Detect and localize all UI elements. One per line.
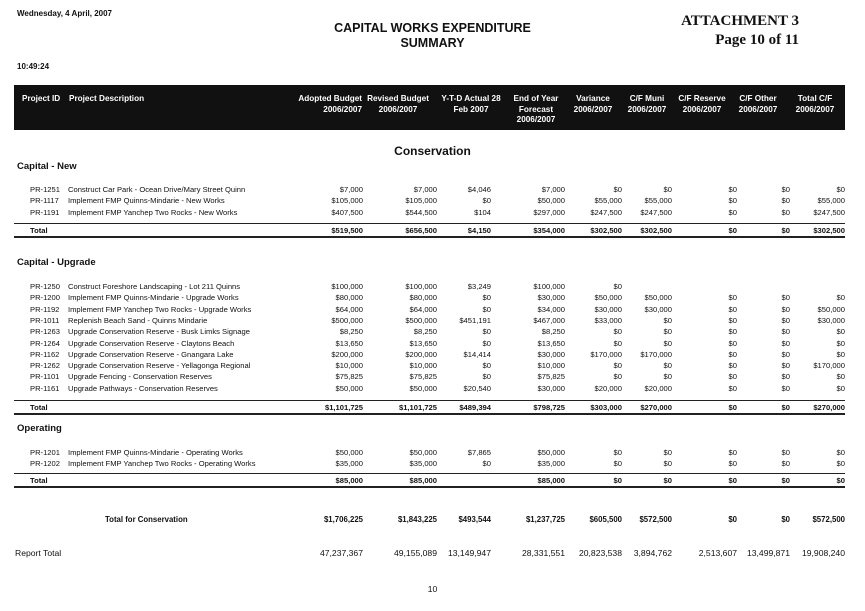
table-row [0, 458, 865, 469]
cell-eoy: $798,725 [533, 403, 565, 412]
cell-total: $30,000 [817, 315, 845, 325]
report-total-row [0, 548, 865, 559]
cell-revised: $544,500 [405, 207, 437, 217]
cell-variance: $303,000 [590, 403, 622, 412]
cell-total: $247,500 [813, 207, 845, 217]
cell-reserve: $0 [728, 327, 737, 337]
header-project-description: Project Description [69, 94, 145, 103]
cell-variance: $0 [613, 448, 622, 457]
cell-other: $0 [781, 226, 790, 235]
cell-ytd: $4,046 [467, 185, 491, 194]
project-id: PR-1101 [30, 372, 60, 382]
cell-adopted: $85,000 [335, 476, 363, 485]
project-description: Implement FMP Yanchep Two Rocks - Upgrade Works [68, 304, 252, 314]
cell-adopted: $50,000 [335, 383, 363, 393]
cell-adopted: 47,237,367 [319, 548, 363, 558]
cell-total: $0 [836, 185, 845, 194]
cell-reserve: $0 [728, 459, 737, 469]
cell-reserve: $0 [728, 185, 737, 194]
divider [14, 223, 845, 224]
cell-total: $0 [836, 338, 845, 348]
cell-muni: $270,000 [640, 403, 672, 412]
cell-reserve: $0 [728, 293, 737, 303]
cell-revised: $75,825 [409, 372, 437, 382]
cell-variance: $0 [613, 459, 622, 469]
cell-adopted: $1,706,225 [323, 515, 363, 524]
cell-variance: 20,823,538 [578, 548, 622, 558]
group-title: Capital - New [17, 161, 77, 172]
divider [14, 486, 845, 488]
cell-ytd: $7,865 [467, 448, 491, 457]
project-id: PR-1117 [30, 196, 59, 206]
cell-other: $0 [781, 448, 790, 457]
cell-reserve: $0 [728, 361, 737, 371]
cell-revised: $656,500 [405, 226, 437, 235]
header-project-id: Project ID [22, 94, 61, 103]
project-id: PR-1201 [30, 448, 60, 457]
header-cf-reserve: C/F Reserve 2006/2007 [678, 94, 726, 114]
project-description: Upgrade Conservation Reserve - Gnangara Lake [68, 349, 234, 359]
cell-muni: $0 [663, 185, 672, 194]
cell-total: $0 [836, 372, 845, 382]
cell-reserve: $0 [728, 383, 737, 393]
table-row [0, 349, 865, 360]
project-id: PR-1161 [30, 383, 60, 393]
table-row [0, 326, 865, 337]
cell-variance: $20,000 [594, 383, 622, 393]
cell-revised: $1,101,725 [398, 403, 437, 412]
cell-muni: $0 [663, 315, 672, 325]
cell-revised: $200,000 [405, 349, 437, 359]
cell-muni: $0 [663, 327, 672, 337]
cell-total: $572,500 [812, 515, 845, 524]
header-ytd-actual: Y-T-D Actual 28 Feb 2007 [441, 94, 501, 114]
cell-adopted: $500,000 [331, 315, 363, 325]
cell-total: 19,908,240 [801, 548, 845, 558]
cell-ytd: $0 [482, 304, 491, 314]
cell-muni: $55,000 [644, 196, 672, 206]
cell-other: $0 [781, 383, 790, 393]
cell-revised: $64,000 [409, 304, 437, 314]
cell-other: $0 [781, 185, 790, 194]
group-title: Capital - Upgrade [17, 257, 96, 268]
project-description: Upgrade Conservation Reserve - Claytons Beach [68, 338, 235, 348]
cell-eoy: $8,250 [541, 327, 565, 337]
cell-eoy: $30,000 [537, 383, 565, 393]
cell-other: $0 [781, 327, 790, 337]
cell-reserve: $0 [728, 304, 737, 314]
project-id: PR-1202 [30, 459, 60, 469]
attachment-label [681, 12, 799, 50]
project-description: Implement FMP Yanchep Two Rocks - New Works [68, 207, 238, 217]
table-row [0, 383, 865, 394]
cell-eoy: $13,650 [537, 338, 565, 348]
table-row [0, 371, 865, 382]
cell-reserve: $0 [728, 476, 737, 485]
cell-variance: $55,000 [594, 196, 622, 206]
title-line-2: SUMMARY [400, 36, 465, 50]
cell-adopted: $7,000 [339, 185, 363, 194]
group-total-row [0, 402, 865, 413]
cell-ytd: $489,394 [459, 403, 491, 412]
project-description: Construct Car Park - Ocean Drive/Mary Street Quinn [68, 185, 246, 194]
cell-muni: $572,500 [639, 515, 672, 524]
project-id: PR-1011 [30, 315, 60, 325]
cell-ytd: $493,544 [458, 515, 491, 524]
cell-ytd: $0 [482, 327, 491, 337]
group-total-row [0, 475, 865, 486]
cell-variance: $605,500 [589, 515, 622, 524]
project-id: PR-1250 [30, 282, 60, 291]
cell-eoy: $467,000 [533, 315, 565, 325]
table-header [14, 85, 845, 130]
cell-adopted: $200,000 [331, 349, 363, 359]
cell-revised: $50,000 [409, 383, 437, 393]
project-id: PR-1264 [30, 338, 60, 348]
cell-ytd: 13,149,947 [447, 548, 491, 558]
cell-ytd: $0 [482, 196, 491, 206]
title-line-1: CAPITAL WORKS EXPENDITURE [334, 21, 531, 35]
cell-total: $0 [836, 349, 845, 359]
project-id: PR-1263 [30, 327, 60, 337]
cell-eoy: $50,000 [537, 448, 565, 457]
cell-muni: 3,894,762 [633, 548, 672, 558]
project-description: Upgrade Fencing - Conservation Reserves [68, 372, 212, 382]
table-row [0, 360, 865, 371]
cell-other: $0 [781, 476, 790, 485]
cell-ytd: $0 [482, 338, 491, 348]
cell-muni: $0 [663, 448, 672, 457]
cell-other: $0 [781, 304, 790, 314]
report-date: Wednesday, 4 April, 2007 [17, 9, 113, 18]
cell-other: $0 [781, 338, 790, 348]
cell-muni: $302,500 [640, 226, 672, 235]
cell-eoy: $75,825 [537, 372, 565, 382]
project-id: PR-1262 [30, 361, 60, 371]
cell-muni: $0 [663, 476, 672, 485]
project-id: PR-1192 [30, 304, 60, 314]
table-row [0, 195, 865, 206]
report-title [300, 21, 565, 51]
cell-variance: $0 [613, 338, 622, 348]
cell-variance: $0 [613, 327, 622, 337]
cell-muni: $170,000 [640, 349, 672, 359]
cell-muni: $0 [663, 338, 672, 348]
table-row [0, 315, 865, 326]
cell-eoy: $1,237,725 [525, 515, 565, 524]
cell-total: $0 [836, 383, 845, 393]
project-description: Upgrade Pathways - Conservation Reserves [68, 383, 218, 393]
cell-eoy: 28,331,551 [521, 548, 565, 558]
page-of-label: Page 10 of 11 [715, 32, 799, 48]
cell-ytd: $0 [482, 459, 491, 469]
project-id: PR-1251 [30, 185, 60, 194]
project-id: PR-1200 [30, 293, 60, 303]
cell-total: $0 [836, 476, 845, 485]
cell-total: $0 [836, 459, 845, 469]
cell-reserve: $0 [728, 226, 737, 235]
group-total-row [0, 225, 865, 236]
cell-other: $0 [781, 207, 790, 217]
table-row [0, 184, 865, 195]
cell-variance: $0 [613, 282, 622, 291]
cell-eoy: $50,000 [537, 196, 565, 206]
cell-muni: $247,500 [640, 207, 672, 217]
cell-ytd: $104 [474, 207, 491, 217]
cell-adopted: $35,000 [335, 459, 363, 469]
cell-revised: $10,000 [409, 361, 437, 371]
cell-other: $0 [781, 349, 790, 359]
cell-total: $0 [836, 327, 845, 337]
cell-variance: $50,000 [594, 293, 622, 303]
row-label: Report Total [15, 548, 62, 558]
divider [14, 473, 845, 474]
project-description: Construct Foreshore Landscaping - Lot 211 Quinns [68, 282, 241, 291]
cell-variance: $0 [613, 361, 622, 371]
cell-other: $0 [781, 315, 790, 325]
cell-other: $0 [781, 515, 790, 524]
cell-revised: $13,650 [409, 338, 437, 348]
cell-ytd: $4,150 [467, 226, 491, 235]
cell-eoy: $85,000 [537, 476, 565, 485]
cell-muni: $0 [663, 372, 672, 382]
cell-reserve: $0 [728, 196, 737, 206]
cell-reserve: $0 [728, 315, 737, 325]
cell-total: $0 [836, 293, 845, 303]
cell-revised: $35,000 [409, 459, 437, 469]
cell-adopted: $105,000 [331, 196, 363, 206]
table-row [0, 281, 865, 292]
row-label: Total [30, 403, 48, 412]
cell-eoy: $30,000 [537, 349, 565, 359]
header-adopted-budget: Adopted Budget 2006/2007 [298, 94, 362, 114]
row-label: Total [30, 476, 48, 485]
cell-muni: $30,000 [644, 304, 672, 314]
cell-other: $0 [781, 403, 790, 412]
cell-adopted: $50,000 [335, 448, 363, 457]
table-row [0, 338, 865, 349]
header-variance: Variance 2006/2007 [573, 94, 613, 114]
cell-other: $0 [781, 372, 790, 382]
cell-reserve: $0 [728, 338, 737, 348]
cell-revised: $500,000 [405, 315, 437, 325]
row-label: Total [30, 226, 48, 235]
cell-total: $55,000 [817, 196, 845, 206]
project-description: Implement FMP Quinns-Mindarie - New Works [68, 196, 225, 206]
cell-revised: 49,155,089 [393, 548, 437, 558]
cell-variance: $30,000 [594, 304, 622, 314]
cell-revised: $100,000 [405, 282, 437, 291]
cell-total: $270,000 [813, 403, 845, 412]
cell-adopted: $407,500 [331, 207, 363, 217]
attachment-number: ATTACHMENT 3 [681, 13, 799, 29]
cell-revised: $1,843,225 [397, 515, 437, 524]
cell-eoy: $30,000 [537, 293, 565, 303]
cell-adopted: $519,500 [331, 226, 363, 235]
group-title: Operating [17, 423, 62, 434]
project-description: Implement FMP Quinns-Mindarie - Upgrade Works [68, 293, 239, 303]
project-description: Upgrade Conservation Reserve - Yellagonga Regional [68, 361, 251, 371]
divider [14, 413, 845, 415]
cell-muni: $0 [663, 459, 672, 469]
cell-eoy: $34,000 [537, 304, 565, 314]
cell-ytd: $0 [482, 361, 491, 371]
cell-variance: $302,500 [590, 226, 622, 235]
cell-total: $302,500 [813, 226, 845, 235]
cell-eoy: $354,000 [533, 226, 565, 235]
cell-ytd: $451,191 [459, 315, 491, 325]
cell-other: $0 [781, 361, 790, 371]
cell-variance: $170,000 [590, 349, 622, 359]
cell-muni: $50,000 [644, 293, 672, 303]
table-row [0, 207, 865, 218]
cell-other: $0 [781, 293, 790, 303]
cell-revised: $80,000 [409, 293, 437, 303]
cell-revised: $105,000 [405, 196, 437, 206]
cell-reserve: 2,513,607 [698, 548, 737, 558]
cell-total: $50,000 [817, 304, 845, 314]
cell-reserve: $0 [728, 349, 737, 359]
cell-reserve: $0 [728, 448, 737, 457]
cell-eoy: $35,000 [537, 459, 565, 469]
cell-other: 13,499,871 [746, 548, 790, 558]
header-revised-budget: Revised Budget 2006/2007 [367, 94, 429, 114]
table-row [0, 292, 865, 303]
cell-variance: $247,500 [590, 207, 622, 217]
cell-ytd: $0 [482, 372, 491, 382]
divider [14, 236, 845, 238]
cell-adopted: $8,250 [339, 327, 363, 337]
cell-eoy: $297,000 [533, 207, 565, 217]
table-row [0, 447, 865, 458]
cell-adopted: $64,000 [335, 304, 363, 314]
page-number: 10 [427, 584, 438, 594]
cell-revised: $7,000 [413, 185, 437, 194]
divider [14, 400, 845, 401]
row-label: Total for Conservation [105, 515, 188, 524]
cell-variance: $33,000 [594, 315, 622, 325]
cell-eoy: $10,000 [537, 361, 565, 371]
cell-adopted: $10,000 [335, 361, 363, 371]
project-description: Implement FMP Yanchep Two Rocks - Operating Works [68, 459, 256, 469]
header-total-cf: Total C/F 2006/2007 [795, 94, 835, 114]
cell-ytd: $3,249 [467, 282, 491, 291]
header-cf-other: C/F Other 2006/2007 [738, 94, 778, 114]
report-time: 10:49:24 [17, 62, 50, 71]
cell-other: $0 [781, 459, 790, 469]
cell-ytd: $14,414 [463, 349, 491, 359]
header-cf-muni: C/F Muni 2006/2007 [627, 94, 667, 114]
cell-eoy: $100,000 [533, 282, 565, 291]
cell-total: $170,000 [813, 361, 845, 371]
project-description: Implement FMP Quinns-Mindarie - Operating Works [68, 448, 243, 457]
project-id: PR-1162 [30, 349, 60, 359]
cell-revised: $8,250 [413, 327, 437, 337]
cell-adopted: $100,000 [331, 282, 363, 291]
cell-revised: $50,000 [409, 448, 437, 457]
cell-adopted: $75,825 [335, 372, 363, 382]
cell-adopted: $13,650 [335, 338, 363, 348]
header-end-of-year: End of Year Forecast 2006/2007 [513, 94, 559, 124]
cell-total: $0 [836, 448, 845, 457]
cell-eoy: $7,000 [541, 185, 565, 194]
cell-ytd: $0 [482, 293, 491, 303]
cell-adopted: $1,101,725 [324, 403, 363, 412]
section-title: Conservation [394, 144, 471, 158]
project-id: PR-1191 [30, 207, 60, 217]
grand-total-row [0, 514, 865, 525]
table-row [0, 304, 865, 315]
cell-other: $0 [781, 196, 790, 206]
cell-ytd: $20,540 [463, 383, 491, 393]
project-description: Replenish Beach Sand - Quinns Mindarie [68, 315, 208, 325]
cell-adopted: $80,000 [335, 293, 363, 303]
cell-reserve: $0 [728, 403, 737, 412]
cell-muni: $20,000 [644, 383, 672, 393]
cell-muni: $0 [663, 361, 672, 371]
cell-variance: $0 [613, 476, 622, 485]
project-description: Upgrade Conservation Reserve - Busk Limks Signage [68, 327, 250, 337]
cell-variance: $0 [613, 372, 622, 382]
cell-revised: $85,000 [409, 476, 437, 485]
cell-variance: $0 [613, 185, 622, 194]
cell-reserve: $0 [728, 515, 737, 524]
cell-reserve: $0 [728, 207, 737, 217]
cell-reserve: $0 [728, 372, 737, 382]
